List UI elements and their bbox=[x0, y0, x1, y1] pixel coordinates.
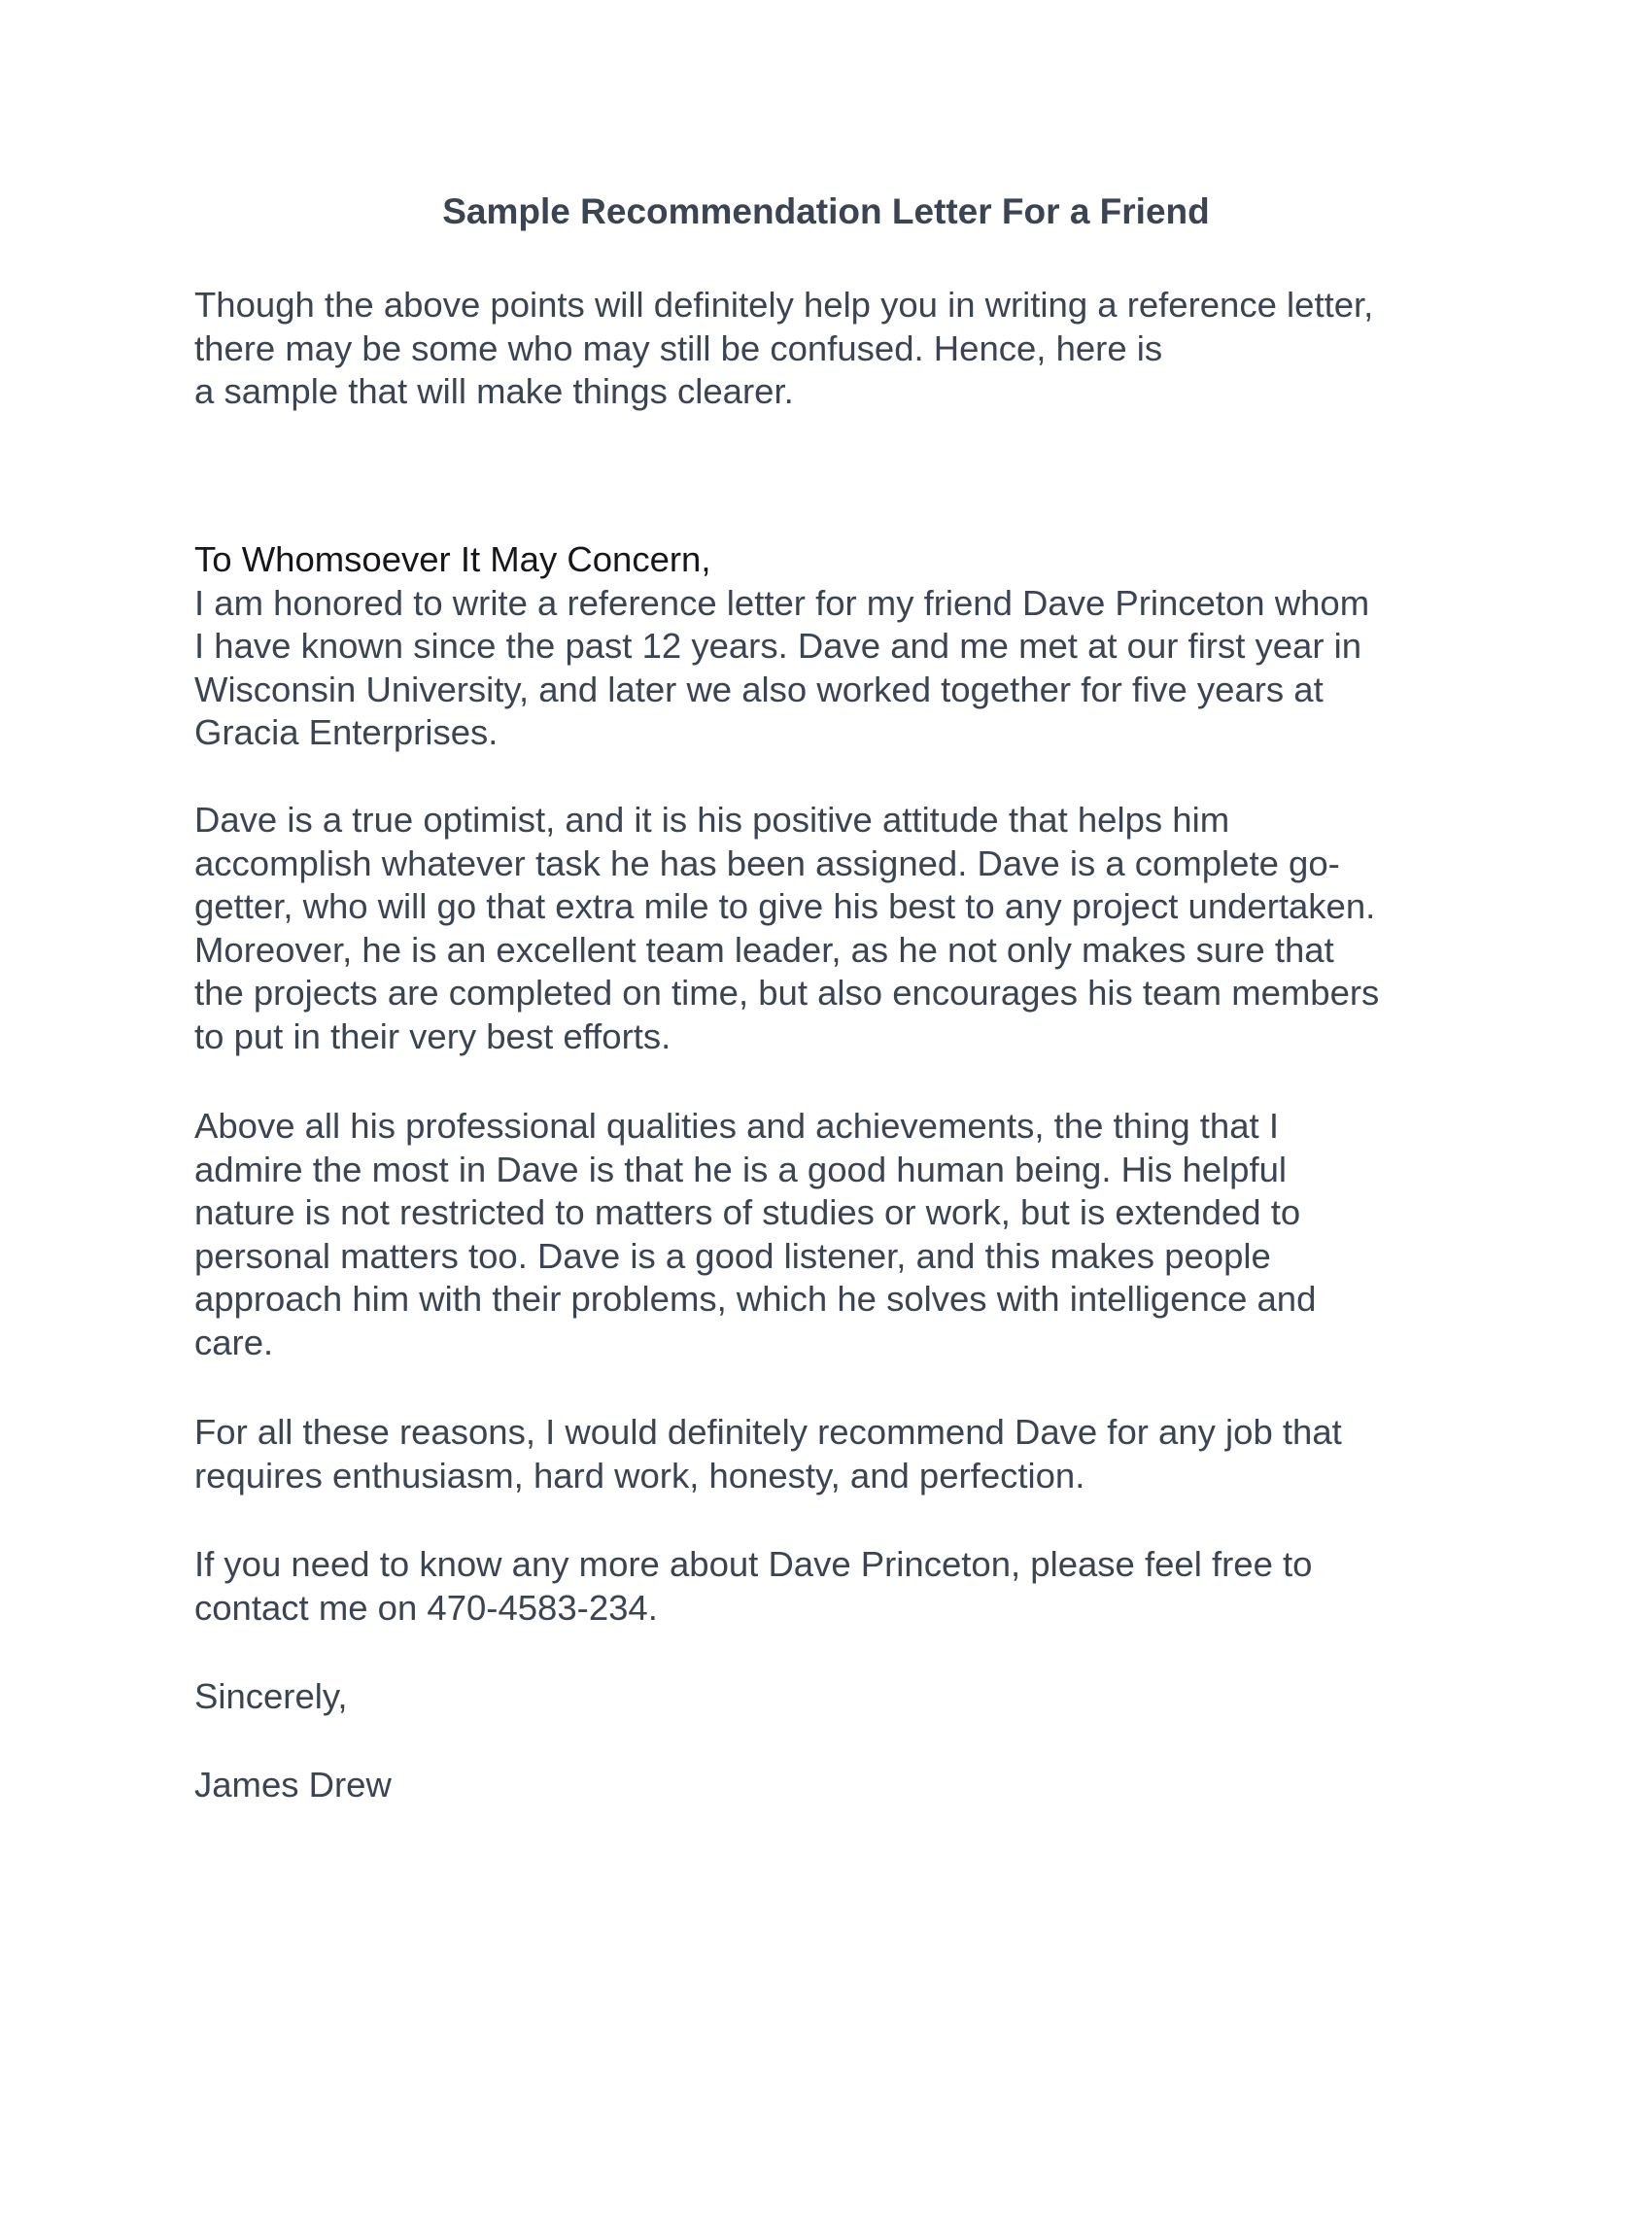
paragraph-3-line: nature is not restricted to matters of studies or work, but is extended to bbox=[194, 1192, 1301, 1232]
paragraph-3 bbox=[194, 1105, 1497, 1364]
paragraph-3-line: Above all his professional qualities and achievements, the thing that I bbox=[194, 1106, 1279, 1146]
closing bbox=[194, 1675, 1497, 1719]
letter-body bbox=[194, 538, 1497, 755]
paragraph-5-line: If you need to know any more about Dave Princeton, please feel free to bbox=[194, 1544, 1313, 1584]
paragraph-1-line: I am honored to write a reference letter for my friend Dave Princeton whom bbox=[194, 582, 1370, 623]
paragraph-4-line: For all these reasons, I would definitely recommend Dave for any job that bbox=[194, 1412, 1342, 1452]
paragraph-2-line: accomplish whatever task he has been assigned. Dave is a complete go- bbox=[194, 842, 1340, 883]
paragraph-3-line: admire the most in Dave is that he is a good human being. His helpful bbox=[194, 1149, 1288, 1189]
paragraph-4 bbox=[194, 1411, 1497, 1497]
paragraph-5 bbox=[194, 1543, 1497, 1630]
paragraph-2-line: the projects are completed on time, but also encourages his team members bbox=[194, 973, 1380, 1013]
paragraph-2 bbox=[194, 799, 1497, 1058]
paragraph-3-line: care. bbox=[194, 1322, 274, 1362]
paragraph-1-line: I have known since the past 12 years. Dave and me met at our first year in bbox=[194, 626, 1362, 666]
paragraph-1-line: Gracia Enterprises. bbox=[194, 712, 499, 752]
paragraph-2-line: getter, who will go that extra mile to give his best to any project undertaken. bbox=[194, 886, 1376, 926]
paragraph-4-line: requires enthusiasm, hard work, honesty, and perfection. bbox=[194, 1455, 1085, 1496]
intro-line: there may be some who may still be confused. Hence, here is bbox=[194, 327, 1163, 368]
intro-paragraph bbox=[194, 284, 1497, 414]
signature bbox=[194, 1764, 1497, 1807]
salutation: To Whomsoever It May Concern, bbox=[194, 539, 711, 579]
signature-name: James Drew bbox=[194, 1765, 392, 1805]
paragraph-2-line: Dave is a true optimist, and it is his positive attitude that helps him bbox=[194, 800, 1230, 840]
paragraph-3-line: approach him with their problems, which he solves with intelligence and bbox=[194, 1279, 1317, 1319]
paragraph-2-line: Moreover, he is an excellent team leader, as he not only makes sure that bbox=[194, 929, 1334, 970]
closing-text: Sincerely, bbox=[194, 1676, 348, 1716]
intro-line: Though the above points will definitely help you in writing a reference letter, bbox=[194, 285, 1374, 325]
paragraph-3-line: personal matters too. Dave is a good listener, and this makes people bbox=[194, 1235, 1271, 1276]
document-title: Sample Recommendation Letter For a Friend bbox=[442, 191, 1210, 231]
intro-line: a sample that will make things clearer. bbox=[194, 371, 794, 411]
paragraph-2-line: to put in their very best efforts. bbox=[194, 1015, 671, 1056]
paragraph-5-line: contact me on 470-4583-234. bbox=[194, 1587, 658, 1628]
paragraph-1-line: Wisconsin University, and later we also worked together for five years at bbox=[194, 669, 1324, 709]
